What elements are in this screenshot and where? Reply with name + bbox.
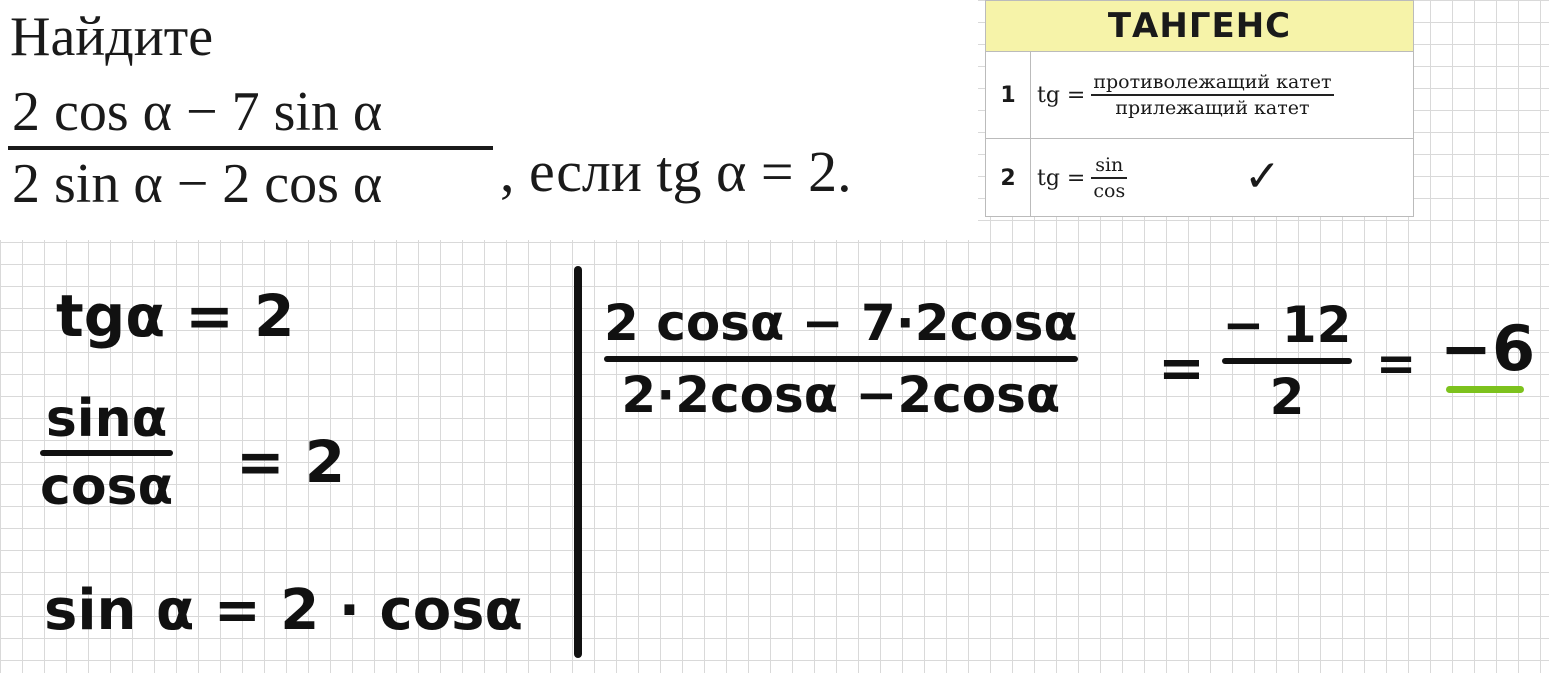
table-header: ТАНГЕНС xyxy=(986,1,1413,52)
fraction-denominator: cos xyxy=(1093,180,1126,202)
problem-title: Найдите xyxy=(10,6,214,68)
hw-mid-fraction xyxy=(1222,292,1352,430)
row-fraction xyxy=(1091,70,1333,120)
divider-line xyxy=(574,266,582,658)
hw-main-denominator: 2·2cosα −2cosα xyxy=(621,366,1061,424)
row-number: 2 xyxy=(986,139,1031,217)
problem-condition: , если tg α = 2. xyxy=(500,139,852,204)
problem-numerator: 2 cos α − 7 sin α xyxy=(12,81,383,143)
checkmark-icon: ✓ xyxy=(1244,151,1281,202)
hw-frac-rhs: = 2 xyxy=(236,428,346,496)
hw-frac-numerator: sinα xyxy=(45,389,168,449)
answer-underline xyxy=(1446,386,1524,393)
table-row xyxy=(986,52,1413,139)
hw-mid-numerator: − 12 xyxy=(1222,296,1352,354)
hw-sin-equals: sin α = 2 · cosα xyxy=(44,578,523,643)
problem-fraction xyxy=(8,80,493,216)
hw-main-numerator: 2 cosα − 7·2cosα xyxy=(604,294,1078,352)
hw-answer: −6 xyxy=(1440,312,1536,385)
fraction-numerator: противолежащий катет xyxy=(1093,71,1332,93)
row-lhs: tg = xyxy=(1037,82,1086,108)
table-row xyxy=(986,139,1413,217)
hw-frac-denominator: cosα xyxy=(40,457,174,517)
hw-tg-equals-2: tgα = 2 xyxy=(56,282,295,350)
hw-equals-2: = xyxy=(1376,336,1417,392)
fraction-numerator: sin xyxy=(1095,154,1124,176)
hw-sin-over-cos xyxy=(40,388,173,518)
row-fraction xyxy=(1091,153,1127,203)
hw-mid-denominator: 2 xyxy=(1269,368,1305,426)
fraction-denominator: прилежащий катет xyxy=(1115,97,1310,119)
tangent-reference-table xyxy=(985,0,1414,217)
hw-main-fraction xyxy=(604,290,1078,428)
row-number: 1 xyxy=(986,52,1031,138)
row-lhs: tg = xyxy=(1037,165,1086,191)
problem-denominator: 2 sin α − 2 cos α xyxy=(12,153,383,215)
problem-statement xyxy=(0,0,978,240)
hw-equals-1: = xyxy=(1158,336,1205,401)
fraction-bar xyxy=(8,146,493,150)
